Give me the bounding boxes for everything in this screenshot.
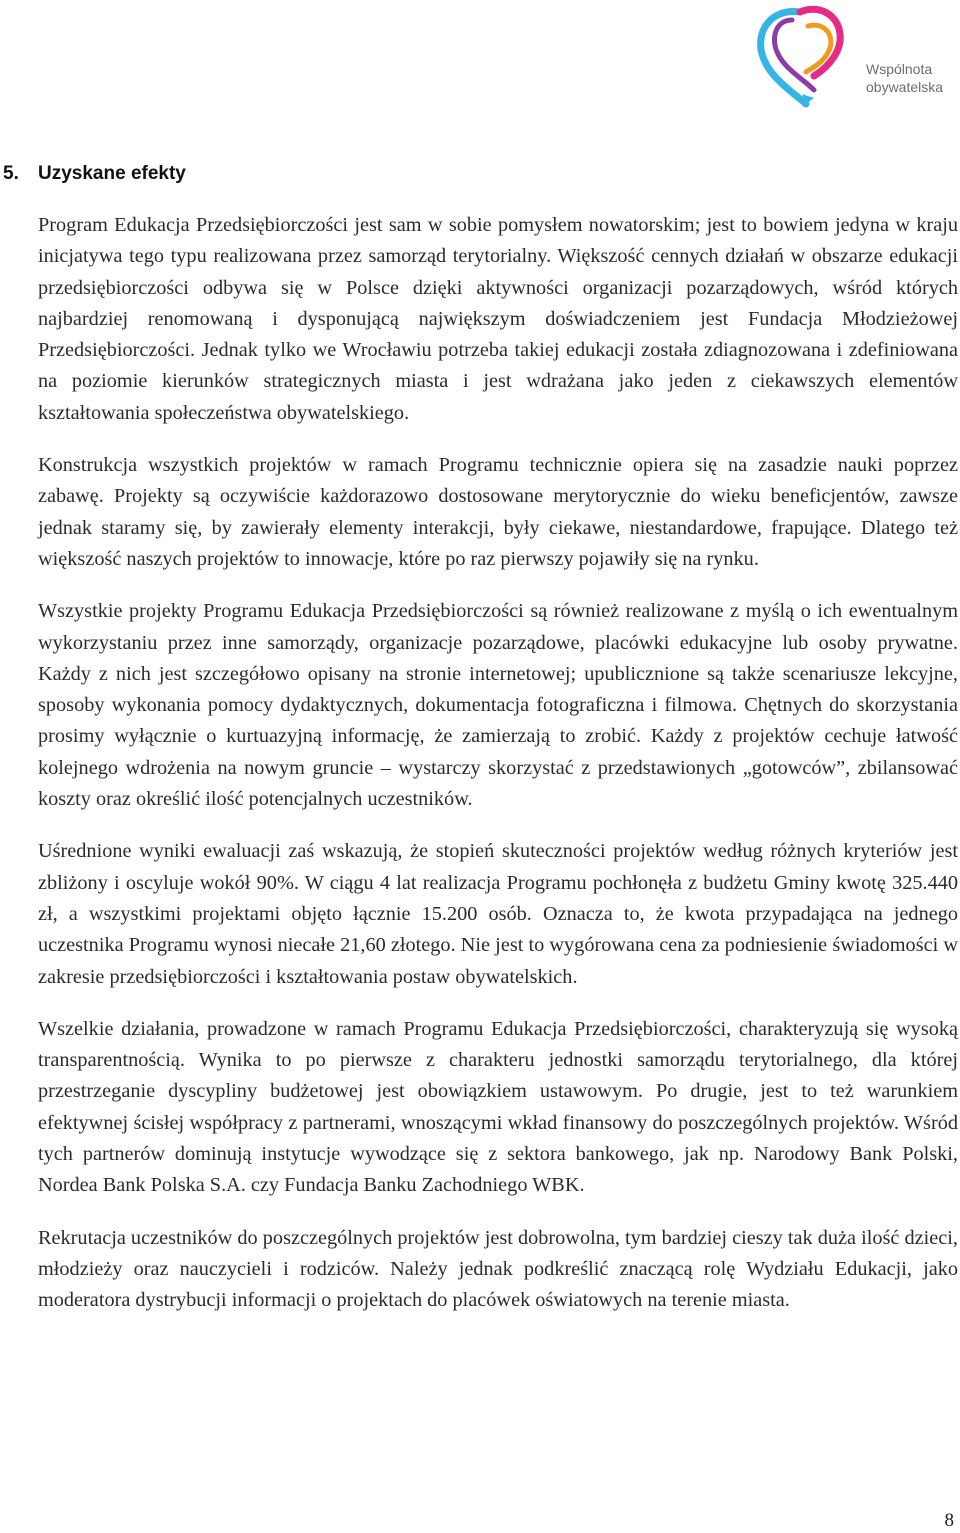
logo-line-2: obywatelska — [866, 79, 944, 95]
paragraph-6: Rekrutacja uczestników do poszczególnych projektów jest dobrowolna, tym bardziej cieszy tak duża ilość dzieci, młodzieży oraz nauczycieli i rodziców. Należy jednak podkreślić znaczącą rolę Wydziału Edukacji, jako moderatora dystrybucji informacji o projektach do placówek oświatowych na terenie miasta. — [38, 1226, 958, 1312]
paragraph-5: Wszelkie działania, prowadzone w ramach Programu Edukacja Przedsiębiorczości, charakteryzują się wysoką transparentnością. Wynika to po pierwsze z charakteru jednostki samorządu terytorialnego, dla której przestrzeganie dyscypliny budżetowej jest obowiązkiem ustawowym. Po drugie, jest to też warunkiem efektywnej ścisłej współpracy z partnerami, wnoszącymi wkład finansowy do poszczególnych projektów. Wśród tych partnerów dominują instytucje wywodzące się z sektora bankowego, jak np. Narodowy Bank Polski, Nordea Bank Polska S.A. czy Fundacja Banku Zachodniego WBK. — [38, 1017, 958, 1197]
paragraph-3: Wszystkie projekty Programu Edukacja Przedsiębiorczości są również realizowane z myślą o ich ewentualnym wykorzystaniu przez inne samorządy, organizacje pozarządowe, placówki edukacyjne lub osoby prywatne. Każdy z nich jest szczegółowo opisany na stronie internetowej; upublicznione są także scenariusze lekcyjne, sposoby wykonania pomocy dydaktycznych, dokumentacja fotograficzna i filmowa. Chętnych do skorzystania prosimy wyłącznie o kurtuazyjną informację, że zamierzają to zrobić. Każdy z projektów cechuje łatwość kolejnego wdrożenia na nowym gruncie – wystarczy skorzystać z przedstawionych „gotowców”, zbilansować koszty oraz określić ilość potencjalnych uczestników. — [38, 600, 958, 811]
wspolnota-obywatelska-logo — [748, 4, 954, 108]
section-body — [38, 210, 958, 1338]
paragraph-4: Uśrednione wyniki ewaluacji zaś wskazują, że stopień skuteczności projektów według różnych kryteriów jest zbliżony i oscyluje wokół 90%. W ciągu 4 lat realizacja Programu pochłonęła z budżetu Gminy kwotę 325.440 zł, a wszystkimi projektami objęto łącznie 15.200 osób. Oznacza to, że kwota przypadająca na jednego uczestnika Programu wynosi niecałe 21,60 złotego. Nie jest to wygórowana cena za podniesienie świadomości w zakresie przedsiębiorczości i kształtowania postaw obywatelskich. — [38, 840, 958, 988]
paragraph-2: Konstrukcja wszystkich projektów w ramach Programu technicznie opiera się na zasadzie nauki poprzez zabawę. Projekty są oczywiście każdorazowo dostosowane merytorycznie do wieku beneficjentów, zawsze jednak staramy się, by zawierały elementy interakcji, były ciekawe, niestandardowe, frapujące. Dlatego też większość naszych projektów to innowacje, które po raz pierwszy pojawiły się na rynku. — [38, 454, 958, 570]
section-title: Uzyskane efekty — [38, 163, 186, 184]
page-number: 8 — [944, 1510, 954, 1531]
hearts-logo-icon — [748, 4, 954, 108]
paragraph-1: Program Edukacja Przedsiębiorczości jest sam w sobie pomysłem nowatorskim; jest to bowiem jedyna w kraju inicjatywa tego typu realizowana przez samorząd terytorialny. Większość cennych działań w obszarze edukacji przedsiębiorczości odbywa się w Polsce dzięki aktywności organizacji pozarządowych, wśród których najbardziej renomowaną i dysponującą największym doświadczeniem jest Fundacja Młodzieżowej Przedsiębiorczości. Jednak tylko we Wrocławiu potrzeba takiej edukacji została zdiagnozowana i zdefiniowana na poziomie kierunków strategicznych miasta i jest wdrażana jako jeden z ciekawszych elementów kształtowania społeczeństwa obywatelskiego. — [38, 214, 958, 424]
section-number: 5. — [3, 163, 19, 184]
logo-line-1: Wspólnota — [866, 61, 933, 77]
